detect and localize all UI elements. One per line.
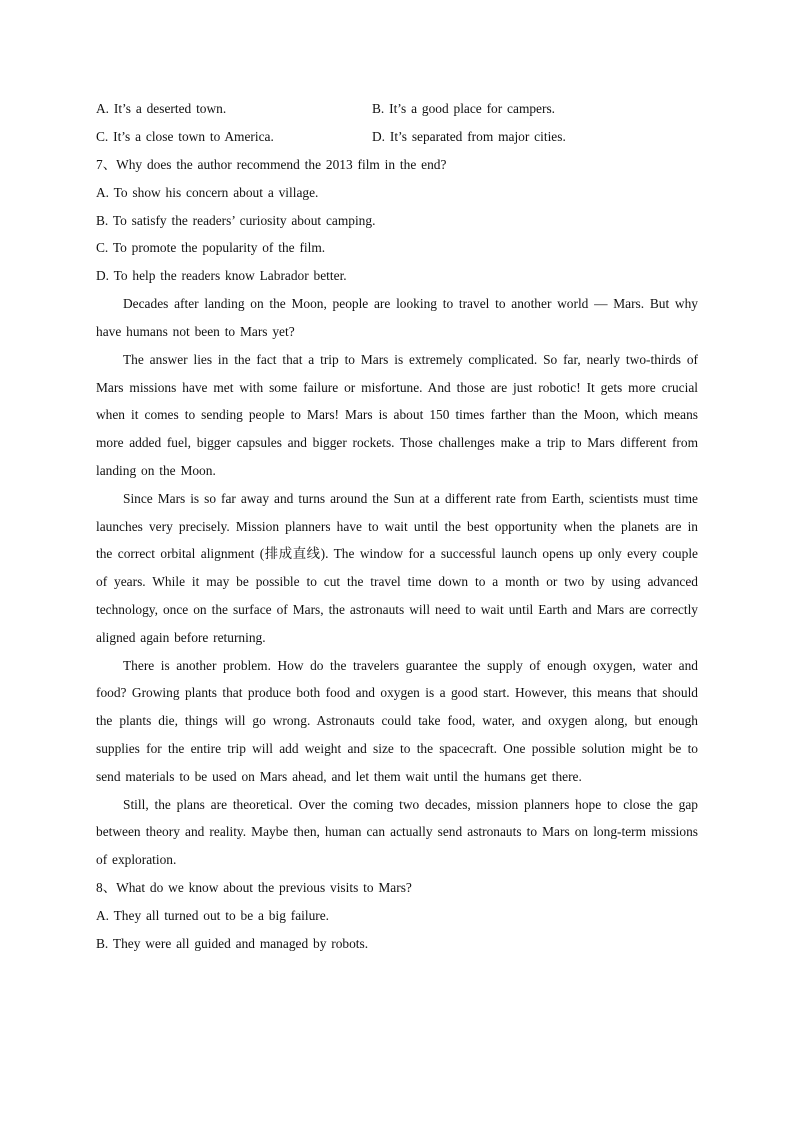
q6-option-b: B. It’s a good place for campers. bbox=[372, 101, 556, 116]
q8-option-b: B. They were all guided and managed by robots. bbox=[96, 935, 369, 951]
q8-stem: 8、What do we know about the previous visits to Mars? bbox=[96, 879, 412, 895]
q7-option-d: D. To help the readers know Labrador better. bbox=[96, 268, 347, 284]
passage-paragraph-4: There is another problem. How do the travelers guarantee the supply of enough oxygen, water and food? Growing plants that produce both food and oxygen is a good start. However, this means that should the plants die, things will go wrong. Astronauts could take food, water, and oxygen along, but enough supplies for the entire trip will add weight and size to the spacecraft. One possible solution might be to send materials to be used on Mars ahead, and let them wait until the humans get there. bbox=[96, 657, 698, 784]
q7-stem: 7、Why does the author recommend the 2013 film in the end? bbox=[96, 156, 447, 172]
q7-option-b: B. To satisfy the readers’ curiosity about camping. bbox=[96, 212, 376, 228]
q8-option-a: A. They all turned out to be a big failure. bbox=[96, 907, 330, 923]
passage-paragraph-1: Decades after landing on the Moon, people are looking to travel to another world — Mars. But why have humans not been to Mars yet? bbox=[96, 296, 698, 340]
passage-paragraph-3: Since Mars is so far away and turns around the Sun at a different rate from Earth, scientists must time launches very precisely. Mission planners have to wait until the best opportunity when the planets are in the correct orbital alignment (排成直线). The window for a successful launch opens up only every couple of years. While it may be possible to cut the travel time down to a month or two by using advanced technology, once on the surface of Mars, the astronauts will need to wait until Earth and Mars are correctly aligned again before returning. bbox=[96, 490, 698, 645]
passage-paragraph-2: The answer lies in the fact that a trip to Mars is extremely complicated. So far, nearly two-thirds of Mars missions have met with some failure or misfortune. And those are just robotic! It gets more crucial when it comes to sending people to Mars! Mars is about 150 times farther than the Moon, which means more added fuel, bigger capsules and bigger rockets. Those challenges make a trip to Mars different from landing on the Moon. bbox=[96, 351, 698, 479]
q6-option-c: C. It’s a close town to America. bbox=[96, 128, 274, 144]
q6-option-a: A. It’s a deserted town. bbox=[96, 101, 227, 116]
document-page bbox=[96, 95, 698, 958]
q6-options-row-2 bbox=[96, 123, 698, 151]
q6-options-row-1 bbox=[96, 95, 698, 123]
q7-option-a: A. To show his concern about a village. bbox=[96, 184, 319, 200]
q7-option-c: C. To promote the popularity of the film. bbox=[96, 240, 326, 256]
passage-paragraph-5: Still, the plans are theoretical. Over the coming two decades, mission planners hope to close the gap between theory and reality. Maybe then, human can actually send astronauts to Mars on long-term missions of exploration. bbox=[96, 796, 698, 868]
q6-option-d: D. It’s separated from major cities. bbox=[372, 128, 566, 144]
